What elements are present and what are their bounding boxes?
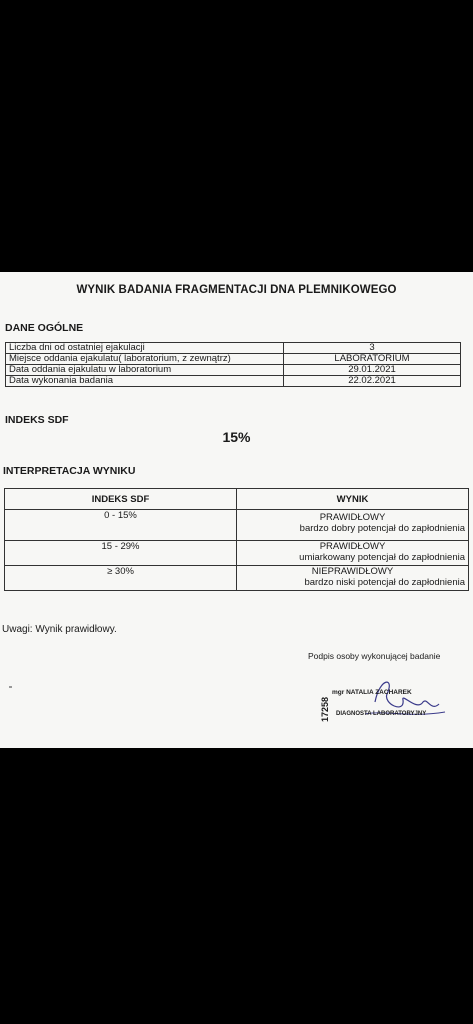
result-description: bardzo dobry potencjał do zapłodnienia xyxy=(299,523,465,534)
remarks: Uwagi: Wynik prawidłowy. xyxy=(2,624,117,635)
result-cell xyxy=(237,510,469,541)
table-row xyxy=(6,376,461,387)
row-label: Data wykonania badania xyxy=(6,376,284,387)
result-cell xyxy=(237,541,469,566)
table-row xyxy=(5,510,469,541)
row-value: 3 xyxy=(284,343,461,354)
table-row xyxy=(5,566,469,591)
row-label: Liczba dni od ostatniej ejakulacji xyxy=(6,343,284,354)
table-row xyxy=(6,343,461,354)
stamp xyxy=(322,684,462,724)
row-label: Miejsce oddania ejakulatu( laboratorium, z zewnątrz) xyxy=(6,354,284,365)
row-value: 29.01.2021 xyxy=(284,365,461,376)
section-general-heading: DANE OGÓLNE xyxy=(5,322,84,334)
sdf-value: 15% xyxy=(222,429,251,445)
row-value: 22.02.2021 xyxy=(284,376,461,387)
signature-caption: Podpis osoby wykonującej badanie xyxy=(308,651,441,661)
stamp-role: DIAGNOSTA LABORATORYJNY xyxy=(336,711,427,717)
result-label: PRAWIDŁOWY xyxy=(319,512,386,523)
section-sdf-heading: INDEKS SDF xyxy=(5,414,69,426)
result-description: umiarkowany potencjał do zapłodnienia xyxy=(299,552,465,563)
table-row xyxy=(6,365,461,376)
header-result: WYNIK xyxy=(237,489,469,510)
general-data-table xyxy=(5,342,461,387)
table-header-row xyxy=(5,489,469,510)
interpretation-table xyxy=(4,488,469,591)
header-sdf: INDEKS SDF xyxy=(5,489,237,510)
range-cell: 15 - 29% xyxy=(5,541,237,566)
range-cell: ≥ 30% xyxy=(5,566,237,591)
table-row xyxy=(5,541,469,566)
speck xyxy=(9,686,12,688)
stamp-name: mgr NATALIA ZACHAREK xyxy=(332,689,412,696)
section-interpretation-heading: INTERPRETACJA WYNIKU xyxy=(3,465,136,477)
result-description: bardzo niski potencjał do zapłodnienia xyxy=(304,577,465,588)
table-row xyxy=(6,354,461,365)
stamp-number: 17258 xyxy=(320,696,330,722)
document-title: WYNIK BADANIA FRAGMENTACJI DNA PLEMNIKOWEGO xyxy=(76,284,397,296)
document-page xyxy=(0,272,473,748)
row-label: Data oddania ejakulatu w laboratorium xyxy=(6,365,284,376)
row-value: LABORATORIUM xyxy=(284,354,461,365)
result-cell xyxy=(237,566,469,591)
result-label: PRAWIDŁOWY xyxy=(319,541,386,552)
result-label: NIEPRAWIDŁOWY xyxy=(311,566,394,577)
range-cell: 0 - 15% xyxy=(5,510,237,541)
